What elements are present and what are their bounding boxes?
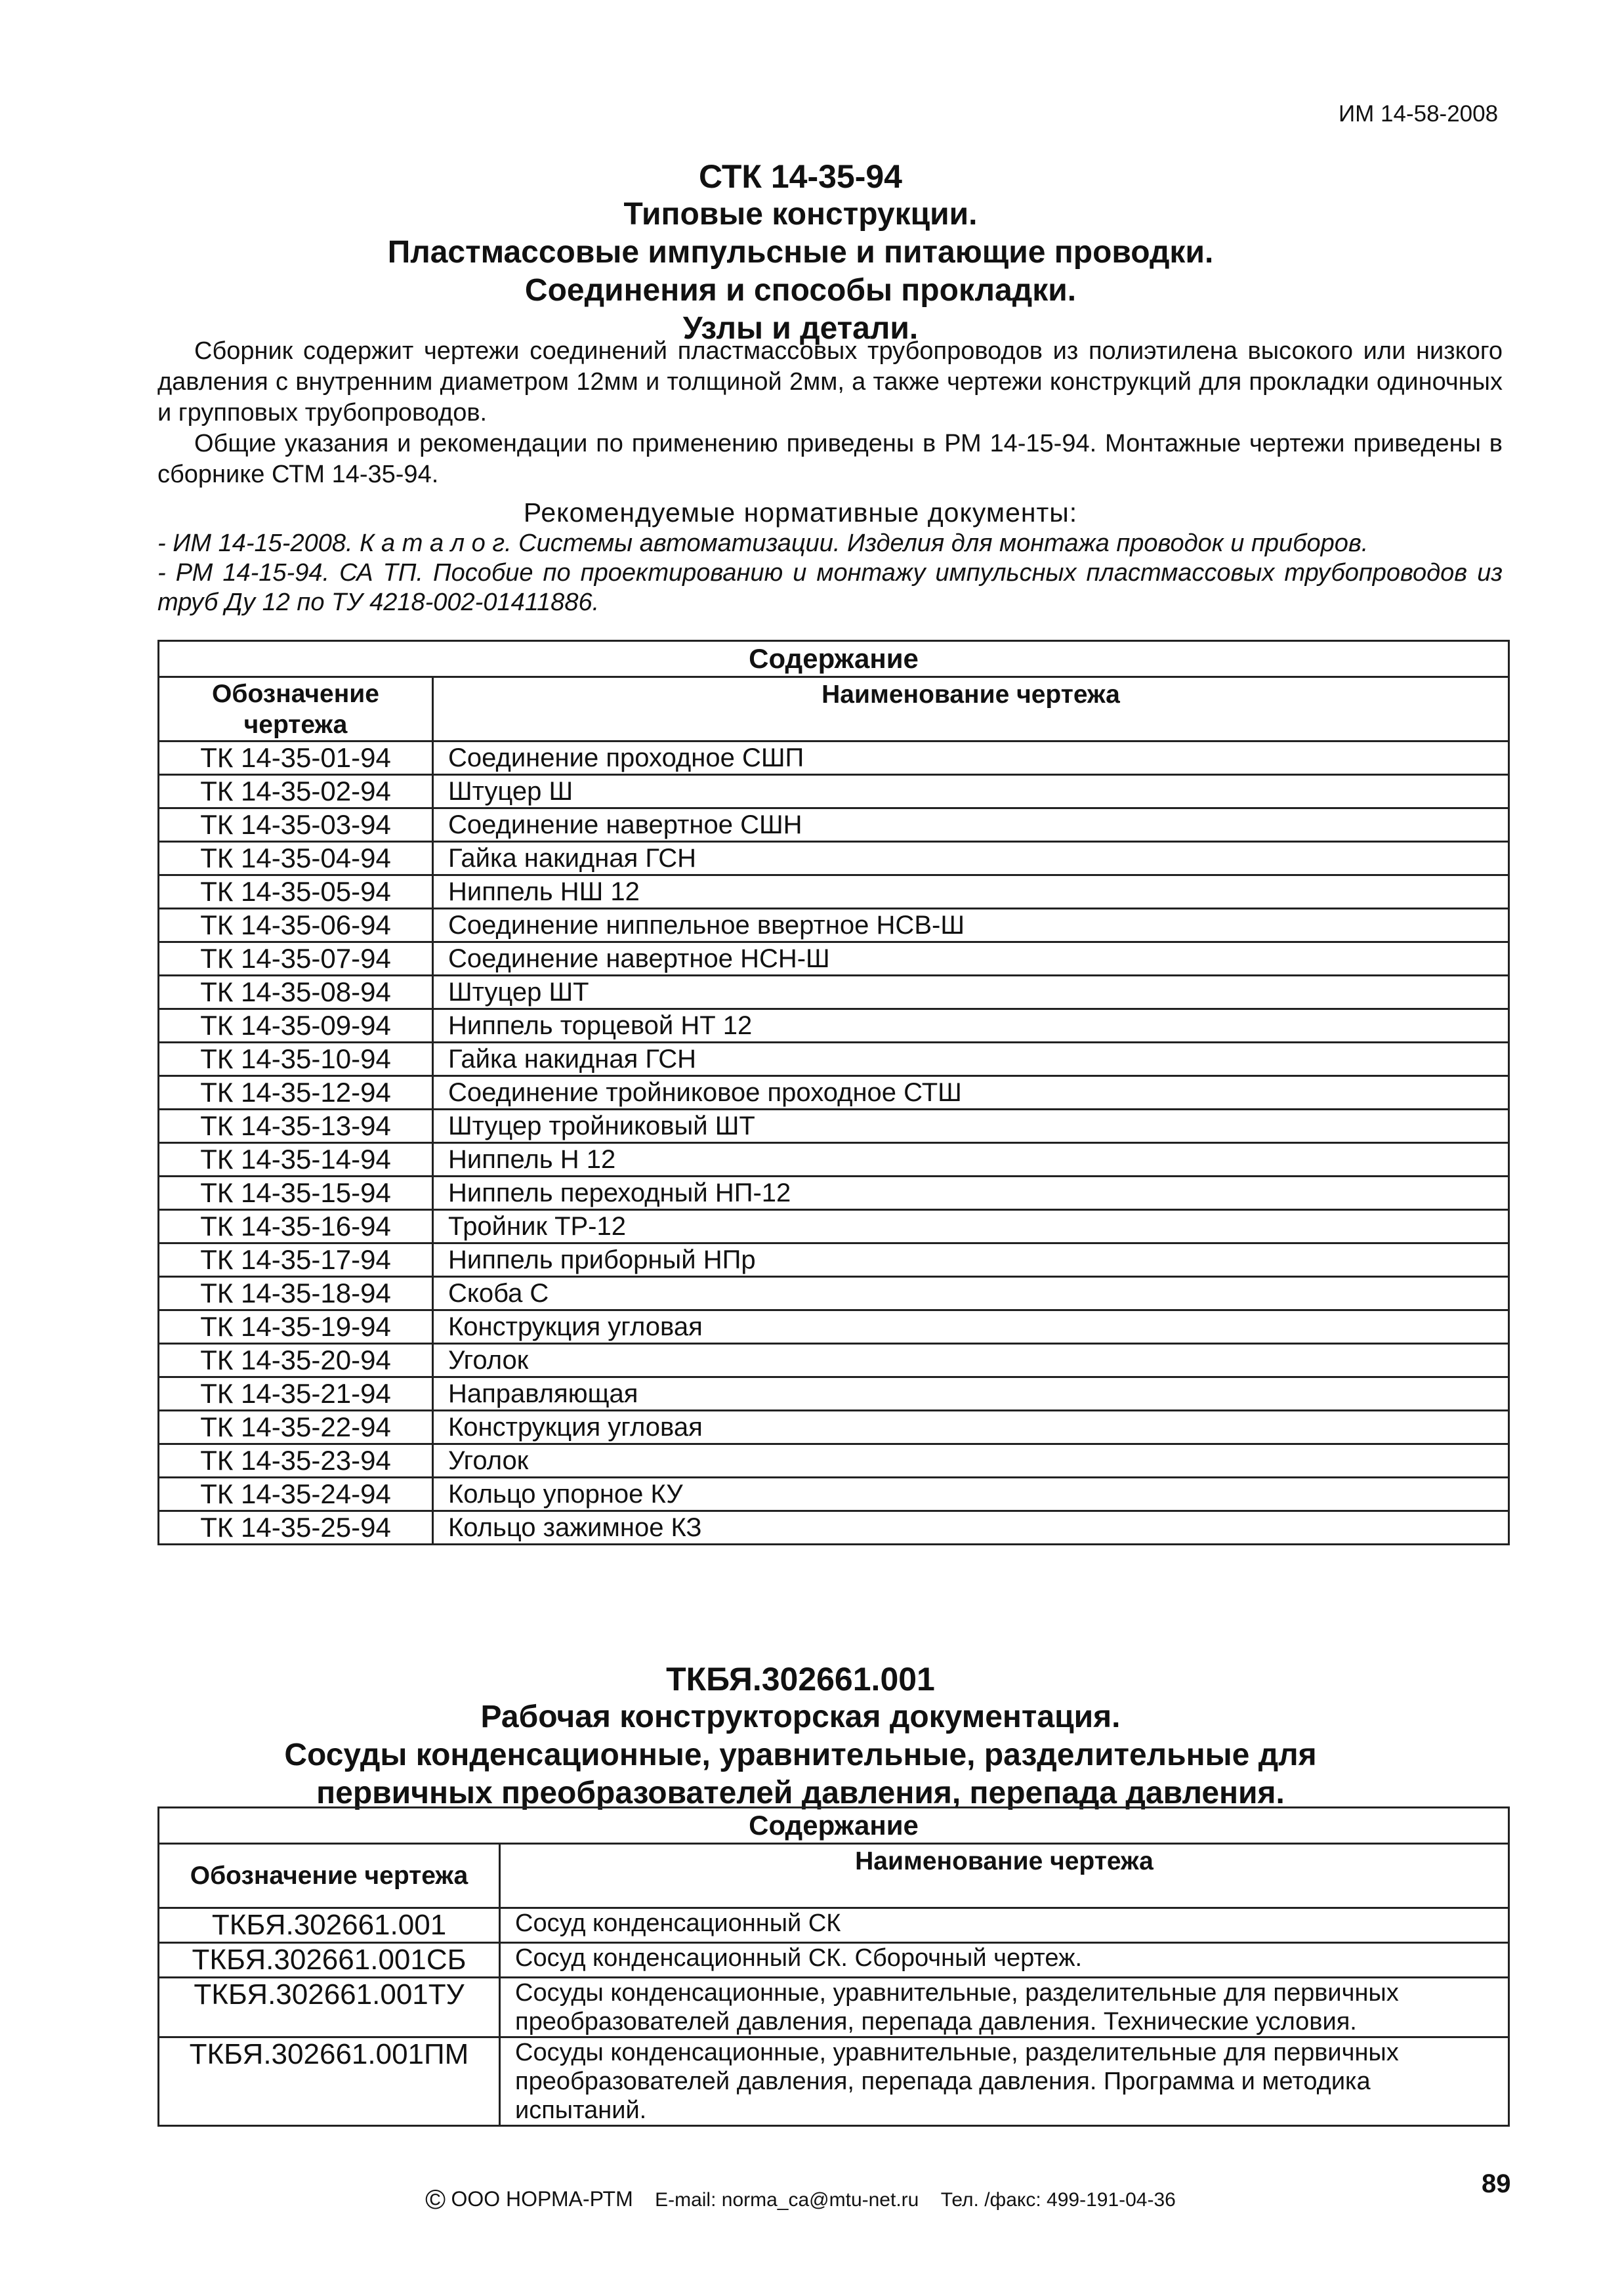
table-row [159, 1377, 1509, 1411]
drawing-name: Соединение навертное СШН [433, 808, 1509, 842]
drawing-name: Ниппель приборный НПр [433, 1243, 1509, 1277]
drawing-designation: ТК 14-35-07-94 [159, 942, 433, 976]
footer-org: ООО НОРМА-РТМ [451, 2187, 633, 2211]
contents-table-stk [157, 640, 1510, 1545]
drawing-designation: ТКБЯ.302661.001СБ [159, 1943, 500, 1978]
table-row [159, 741, 1509, 775]
section1-intro [157, 336, 1503, 490]
section2-title-line: Сосуды конденсационные, уравнительные, разделительные для [284, 1738, 1317, 1772]
column-header-name: Наименование чертежа [500, 1844, 1509, 1908]
table-row [159, 1444, 1509, 1478]
section1-title-line: Пластмассовые импульсные и питающие проводки. [387, 235, 1214, 270]
drawing-designation: ТК 14-35-03-94 [159, 808, 433, 842]
drawing-designation: ТК 14-35-09-94 [159, 1009, 433, 1043]
footer-email: E-mail: norma_ca@mtu-net.ru [655, 2189, 919, 2211]
drawing-designation: ТКБЯ.302661.001 [159, 1908, 500, 1943]
table-row [159, 1043, 1509, 1076]
drawing-name: Конструкция угловая [433, 1411, 1509, 1444]
table-row [159, 1177, 1509, 1210]
column-header-designation: Обозначение чертежа [159, 677, 433, 741]
table-row [159, 808, 1509, 842]
drawing-name: Соединение проходное СШП [433, 741, 1509, 775]
drawing-designation: ТК 14-35-17-94 [159, 1243, 433, 1277]
drawing-designation: ТК 14-35-23-94 [159, 1444, 433, 1478]
table-caption: Содержание [159, 641, 1509, 677]
column-header-designation: Обозначение чертежа [159, 1844, 500, 1908]
page-number: 89 [1482, 2169, 1511, 2198]
table-row [159, 1511, 1509, 1545]
drawing-designation: ТК 14-35-20-94 [159, 1344, 433, 1377]
table-caption: Содержание [159, 1808, 1509, 1844]
drawing-name: Тройник ТР-12 [433, 1210, 1509, 1243]
table-row [159, 2037, 1509, 2126]
drawing-name: Ниппель торцевой НТ 12 [433, 1009, 1509, 1043]
table-row [159, 1310, 1509, 1344]
references-list [157, 529, 1503, 617]
drawing-designation: ТК 14-35-25-94 [159, 1511, 433, 1545]
table-row [159, 1076, 1509, 1110]
column-header-name: Наименование чертежа [433, 677, 1509, 741]
drawing-designation: ТК 14-35-04-94 [159, 842, 433, 875]
drawing-name: Ниппель НШ 12 [433, 875, 1509, 909]
drawing-name: Ниппель Н 12 [433, 1143, 1509, 1177]
drawing-name: Сосуд конденсационный СК. Сборочный чертеж. [500, 1943, 1509, 1978]
drawing-designation: ТК 14-35-14-94 [159, 1143, 433, 1177]
table-row [159, 1478, 1509, 1511]
drawing-designation: ТК 14-35-24-94 [159, 1478, 433, 1511]
drawing-name: Соединение навертное НСН-Ш [433, 942, 1509, 976]
table-row [159, 1344, 1509, 1377]
table-row [159, 1110, 1509, 1143]
drawing-name: Соединение ниппельное ввертное НСВ-Ш [433, 909, 1509, 942]
table-row [159, 909, 1509, 942]
intro-paragraph: Сборник содержит чертежи соединений пластмассовых трубопроводов из полиэтилена высокого или низкого давления с внутренним диаметром 12мм и толщиной 2мм, а также чертежи конструкций для прокладки одиночных и групповых трубопроводов. [157, 337, 1503, 427]
section2-title-line: первичных преобразователей давления, перепада давления. [316, 1776, 1285, 1810]
drawing-designation: ТК 14-35-13-94 [159, 1110, 433, 1143]
drawing-name: Сосуды конденсационные, уравнительные, разделительные для первичных преобразователей давления, перепада давления. Программа и методика испытаний. [500, 2037, 1509, 2126]
contents-table-tkbya [157, 1806, 1510, 2127]
drawing-designation: ТК 14-35-06-94 [159, 909, 433, 942]
drawing-name: Ниппель переходный НП-12 [433, 1177, 1509, 1210]
section1-title-code: СТК 14-35-94 [699, 158, 902, 195]
drawing-name: Соединение тройниковое проходное СТШ [433, 1076, 1509, 1110]
reference-item: - ИМ 14-15-2008. К а т а л о г. Системы автоматизации. Изделия для монтажа проводок и приборов. [157, 530, 1369, 557]
drawing-designation: ТК 14-35-15-94 [159, 1177, 433, 1210]
drawing-designation: ТК 14-35-22-94 [159, 1411, 433, 1444]
document-code: ИМ 14-58-2008 [1339, 101, 1499, 127]
drawing-designation: ТК 14-35-01-94 [159, 741, 433, 775]
drawing-name: Сосуд конденсационный СК [500, 1908, 1509, 1943]
drawing-name: Уголок [433, 1444, 1509, 1478]
drawing-designation: ТК 14-35-16-94 [159, 1210, 433, 1243]
drawing-name: Кольцо зажимное КЗ [433, 1511, 1509, 1545]
drawing-name: Сосуды конденсационные, уравнительные, разделительные для первичных преобразователей давления, перепада давления. Технические условия. [500, 1978, 1509, 2037]
drawing-name: Уголок [433, 1344, 1509, 1377]
section1-title-line: Узлы и детали. [682, 311, 919, 346]
table-row [159, 1978, 1509, 2037]
drawing-name: Конструкция угловая [433, 1310, 1509, 1344]
section2-title [0, 1660, 1601, 1812]
drawing-designation: ТК 14-35-08-94 [159, 976, 433, 1009]
table-row [159, 1210, 1509, 1243]
section1-title [0, 157, 1601, 348]
table-row [159, 875, 1509, 909]
footer [0, 2184, 1601, 2215]
table-row [159, 775, 1509, 808]
drawing-designation: ТКБЯ.302661.001ТУ [159, 1978, 500, 2037]
copyright-icon: © [425, 2184, 446, 2215]
drawing-designation: ТК 14-35-19-94 [159, 1310, 433, 1344]
table-row [159, 1411, 1509, 1444]
drawing-name: Штуцер Ш [433, 775, 1509, 808]
table-row [159, 976, 1509, 1009]
drawing-designation: ТК 14-35-10-94 [159, 1043, 433, 1076]
recommended-docs-heading: Рекомендуемые нормативные документы: [523, 497, 1078, 528]
section1-title-line: Соединения и способы прокладки. [524, 273, 1077, 308]
drawing-name: Штуцер тройниковый ШТ [433, 1110, 1509, 1143]
drawing-name: Кольцо упорное КУ [433, 1478, 1509, 1511]
drawing-designation: ТК 14-35-21-94 [159, 1377, 433, 1411]
reference-item: - РМ 14-15-94. СА ТП. Пособие по проектированию и монтажу импульсных пластмассовых трубопроводов из труб Ду 12 по ТУ 4218-002-01411886. [157, 559, 1503, 616]
drawing-designation: ТКБЯ.302661.001ПМ [159, 2037, 500, 2126]
drawing-name: Штуцер ШТ [433, 976, 1509, 1009]
footer-phone: Тел. /факс: 499-191-04-36 [940, 2189, 1176, 2211]
table-row [159, 1009, 1509, 1043]
section2-title-line: Рабочая конструкторская документация. [480, 1700, 1121, 1734]
section1-title-line: Типовые конструкции. [623, 197, 978, 232]
drawing-name: Скоба С [433, 1277, 1509, 1310]
section2-title-code: ТКБЯ.302661.001 [666, 1661, 935, 1698]
table-row [159, 1243, 1509, 1277]
table-row [159, 842, 1509, 875]
drawing-designation: ТК 14-35-12-94 [159, 1076, 433, 1110]
drawing-designation: ТК 14-35-18-94 [159, 1277, 433, 1310]
drawing-name: Направляющая [433, 1377, 1509, 1411]
drawing-designation: ТК 14-35-05-94 [159, 875, 433, 909]
drawing-designation: ТК 14-35-02-94 [159, 775, 433, 808]
table-row [159, 942, 1509, 976]
table-row [159, 1943, 1509, 1978]
drawing-name: Гайка накидная ГСН [433, 1043, 1509, 1076]
table-row [159, 1277, 1509, 1310]
intro-paragraph: Общие указания и рекомендации по применению приведены в РМ 14-15-94. Монтажные чертежи приведены в сборнике СТМ 14-35-94. [157, 430, 1503, 488]
drawing-name: Гайка накидная ГСН [433, 842, 1509, 875]
table-row [159, 1143, 1509, 1177]
table-row [159, 1908, 1509, 1943]
